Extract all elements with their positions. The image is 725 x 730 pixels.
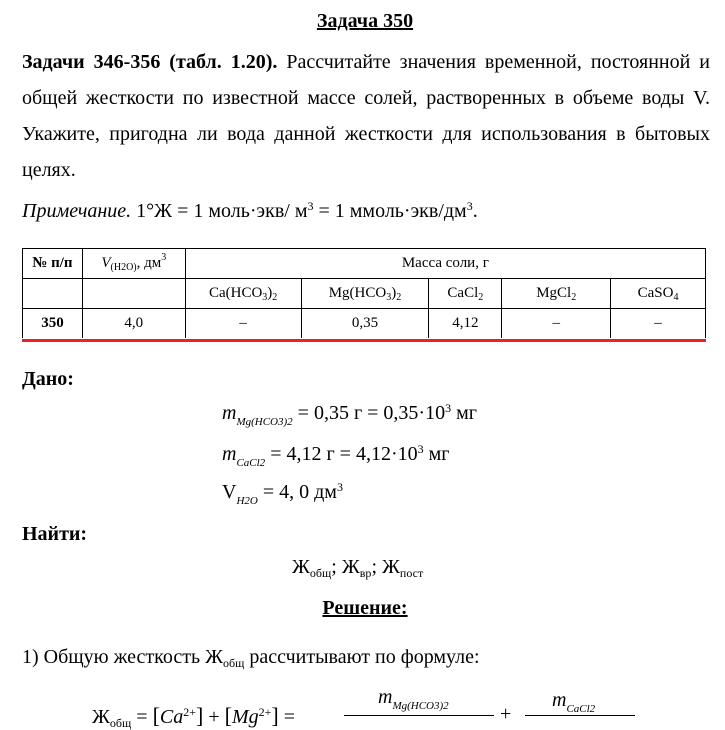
task-reference: Задачи 346-356 (табл. 1.20). <box>22 51 278 73</box>
row-value: – <box>185 309 301 339</box>
task-paragraph <box>22 44 710 188</box>
empty-cell <box>23 279 83 309</box>
salt-header <box>185 279 301 309</box>
row-value: – <box>611 309 706 339</box>
salt-header <box>301 279 429 309</box>
salt-base: Mg(HCO <box>328 285 387 301</box>
note <box>22 200 478 223</box>
header-volume-exp: 3 <box>161 252 167 263</box>
salt-tail: ) <box>267 285 273 301</box>
row-value: 4,12 <box>429 309 502 339</box>
salt-sub: 2 <box>571 292 577 303</box>
find-sub: общ <box>309 566 332 580</box>
header-volume <box>82 249 185 279</box>
find-sym: Ж <box>341 556 360 578</box>
given-line1-sym: m <box>222 402 237 424</box>
salt-sub: 4 <box>673 292 679 303</box>
note-text-c: . <box>472 200 478 222</box>
salt-sub2: 2 <box>272 292 278 303</box>
salt-header <box>502 279 611 309</box>
formula-numerator-2 <box>552 689 596 715</box>
note-label: Примечание. <box>22 200 132 222</box>
given-line-mg <box>222 401 477 428</box>
given-line2-sub: CaCl2 <box>236 457 266 469</box>
salt-sub: 2 <box>478 292 484 303</box>
find-sub: вр <box>359 566 372 580</box>
find-sym: Ж <box>292 556 310 578</box>
given-line3-sub: H2O <box>236 495 258 507</box>
salt-sub: 3 <box>262 292 268 303</box>
step1-text: 1) Общую жесткость <box>22 646 201 668</box>
given-line-ca <box>222 442 450 469</box>
bracket-open: [ <box>224 703 232 728</box>
find-sym: Ж <box>382 556 400 578</box>
task-text: Рассчитайте значения временной, постоянной и общей жесткости по известной массе солей, растворенных в объеме воды V. Укажите, пригодна ли вода данной жесткости для использования в бытовых целях. <box>22 51 710 181</box>
salt-base: MgCl <box>536 285 572 301</box>
num1-sub: Mg(HCO3)2 <box>392 700 449 712</box>
given-line2-unit: мг <box>423 443 450 465</box>
solution-step-1 <box>22 646 480 669</box>
given-line2-sym: m <box>222 443 237 465</box>
page-title: Задача 350 <box>316 10 414 32</box>
salt-header <box>429 279 502 309</box>
given-line2-text: = 4,12 г = 4,12·10 <box>265 443 418 465</box>
bracket-close: ] <box>196 703 204 728</box>
formula-lhs-sub: общ <box>109 716 132 730</box>
row-number: 350 <box>23 309 83 339</box>
given-line1-exp: 3 <box>445 401 452 415</box>
given-line1-unit: мг <box>451 402 477 424</box>
salt-header <box>611 279 706 309</box>
bracket-open: [ <box>152 703 160 728</box>
formula-lhs-sym: Ж <box>92 706 110 728</box>
header-volume-unit: , дм <box>136 255 162 271</box>
formula-mg-charge: 2+ <box>258 705 272 719</box>
given-line3-sym: V <box>222 481 237 503</box>
step1-tail: рассчитывают по формуле: <box>249 646 480 668</box>
formula-numerator-1 <box>378 686 449 712</box>
salt-mass-table <box>22 248 706 338</box>
salt-base: Ca(HCO <box>208 285 263 301</box>
num2-sub: CaCl2 <box>566 703 596 715</box>
salt-base: CaSO <box>637 285 674 301</box>
hardness-formula-lhs: $Ж_{общ} = [Ca^{2+}] + [Mg^{2+}]$ = <box>92 703 296 730</box>
given-line1-sub: Mg(HCO3)2 <box>236 416 293 428</box>
header-mass: Масса соли, г <box>185 249 705 279</box>
row-value: – <box>502 309 611 339</box>
note-exp-1: 3 <box>307 199 314 213</box>
salt-sub: 3 <box>386 292 392 303</box>
given-line1-text: = 0,35 г = 0,35·10 <box>292 402 446 424</box>
table-bottom-red-line <box>22 339 706 342</box>
salt-tail: ) <box>391 285 397 301</box>
given-line3-text: = 4, 0 дм <box>257 481 337 503</box>
find-heading: Найти: <box>22 523 88 545</box>
bracket-close: ] <box>271 703 279 728</box>
salt-base: CaCl <box>447 285 479 301</box>
header-volume-sub: (H2O) <box>110 262 137 273</box>
num2-sym: m <box>552 689 567 711</box>
num1-sym: m <box>378 686 393 708</box>
given-line3-exp: 3 <box>336 480 343 494</box>
step1-sym: Ж <box>205 646 224 668</box>
find-list <box>292 556 423 579</box>
formula-ca-charge: 2+ <box>183 705 197 719</box>
step1-sub: общ <box>223 656 245 670</box>
note-exp-2: 3 <box>466 199 473 213</box>
header-volume-symbol: V <box>101 255 111 271</box>
given-line2-exp: 3 <box>417 442 424 456</box>
note-text-a: 1°Ж = 1 моль·экв/ м <box>131 200 308 222</box>
find-sep: ; <box>371 556 382 578</box>
empty-cell <box>82 279 185 309</box>
formula-ca: Ca <box>159 706 184 728</box>
find-sub: пост <box>399 566 424 580</box>
fraction-bar-2 <box>525 715 635 716</box>
row-volume: 4,0 <box>82 309 185 339</box>
find-sep: ; <box>331 556 342 578</box>
given-line-volume <box>222 480 343 507</box>
formula-mg: Mg <box>231 706 259 728</box>
header-number: № п/п <box>23 249 83 279</box>
solution-heading: Решение: <box>322 597 408 619</box>
given-heading: Дано: <box>22 368 74 390</box>
note-text-b: = 1 ммоль·экв/дм <box>313 200 467 222</box>
salt-sub2: 2 <box>396 292 402 303</box>
fraction-bar-1 <box>344 715 494 716</box>
formula-plus: + <box>500 703 512 725</box>
row-value: 0,35 <box>301 309 429 339</box>
